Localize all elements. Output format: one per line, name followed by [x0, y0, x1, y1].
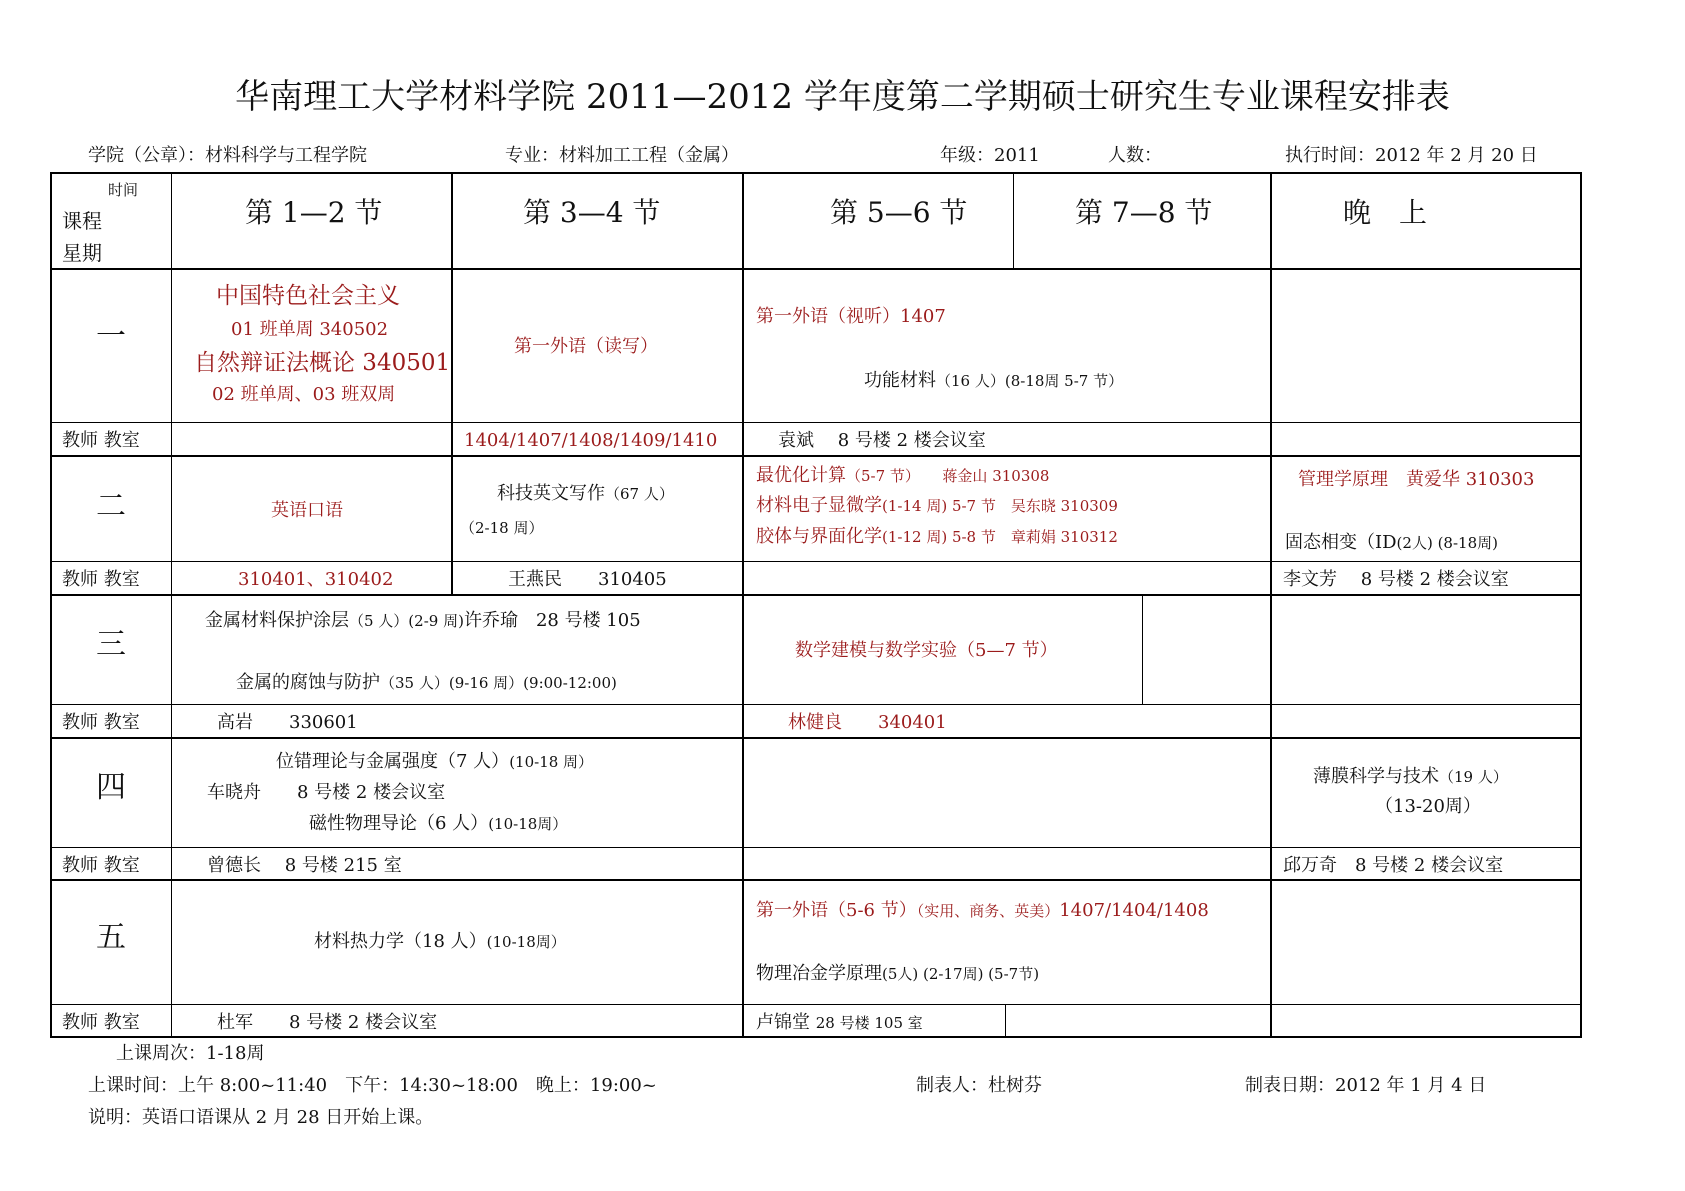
day-monday: 一: [96, 319, 126, 354]
thu-thin-film-weeks: （13-20周）: [1375, 796, 1481, 817]
thu-teacher-qiuwanqi: 邱万奇 8 号楼 2 楼会议室: [1283, 855, 1504, 876]
wed-corrosion: 金属的腐蚀与防护（35 人）(9-16 周）(9:00-12:00): [236, 672, 617, 693]
wed-math-modeling: 数学建模与数学实验（5—7 节）: [795, 640, 1058, 661]
footer-times: 上课时间：上午 8:00~11:40 下午：14:30~18:00 晚上：19:00~: [88, 1075, 657, 1096]
wed-teacher-linjianliang: 林健良 340401: [788, 712, 947, 733]
footer-maker: 制表人：杜树芬: [916, 1075, 1042, 1096]
count-label: 人数：: [1108, 145, 1162, 166]
thu-dislocation: 位错理论与金属强度（7 人）(10-18 周）: [276, 751, 594, 772]
thu-thin-film: 薄膜科学与技术（19 人）: [1313, 766, 1508, 787]
tue-management: 管理学原理 黄爱华 310303: [1298, 469, 1535, 490]
day-friday: 五: [96, 920, 126, 955]
thu-teacher-zengdechang: 曾德长 8 号楼 215 室: [207, 855, 402, 876]
corner-course-label: 课程: [62, 209, 102, 233]
fri-teacher-dujun: 杜军 8 号楼 2 楼会议室: [217, 1012, 438, 1033]
tue-solid-phase: 固态相变（ID(2人) (8-18周): [1285, 532, 1498, 553]
day-tuesday: 二: [96, 489, 126, 524]
thu-teacher-chexiaozhou: 车晓舟 8 号楼 2 楼会议室: [207, 782, 446, 803]
tue-sci-writing-weeks: （2-18 周）: [460, 519, 544, 537]
period-7-8-header: 第 7—8 节: [1075, 196, 1213, 229]
period-1-2-header: 第 1—2 节: [245, 196, 383, 229]
mon-course-dialectics: 自然辩证法概论 340501: [194, 350, 451, 376]
wed-teacher-gaoyan: 高岩 330601: [217, 712, 358, 733]
thu-teacher-label: 教师 教室: [62, 855, 140, 876]
footer-note: 说明：英语口语课从 2 月 28 日开始上课。: [88, 1107, 434, 1128]
tue-teacher-wangyanmin: 王燕民 310405: [508, 569, 667, 590]
footer-weeks: 上课周次：1-18周: [116, 1043, 265, 1064]
tue-rooms: 310401、310402: [238, 569, 394, 590]
corner-time-label: 时间: [108, 181, 139, 199]
exec-time-label: 执行时间：2012 年 2 月 20 日: [1285, 145, 1538, 166]
fri-teacher-lujintang: 卢锦堂 28 号楼 105 室: [756, 1012, 923, 1033]
tue-teacher-label: 教师 教室: [62, 569, 140, 590]
mon-class01-note: 01 班单周 340502: [231, 319, 389, 340]
day-wednesday: 三: [96, 627, 126, 662]
wed-teacher-label: 教师 教室: [62, 712, 140, 733]
tue-colloid-interface: 胶体与界面化学(1-12 周) 5-8 节 章莉娟 310312: [756, 526, 1118, 547]
mon-rooms: 1404/1407/1408/1409/1410: [464, 430, 718, 451]
mon-class02-03-note: 02 班单周、03 班双周: [212, 384, 396, 405]
grade-label: 年级：2011: [940, 145, 1040, 166]
major-label: 专业：材料加工工程（金属）: [505, 145, 739, 166]
tue-optimization: 最优化计算（5-7 节） 蒋金山 310308: [756, 465, 1050, 486]
college-label: 学院（公章）：材料科学与工程学院: [88, 145, 367, 166]
period-3-4-header: 第 3—4 节: [523, 196, 661, 229]
fri-teacher-label: 教师 教室: [62, 1012, 140, 1033]
tue-sci-writing: 科技英文写作（67 人）: [497, 483, 674, 504]
mon-course-socialism: 中国特色社会主义: [216, 283, 400, 309]
thu-magnetic-physics: 磁性物理导论（6 人）(10-18周）: [309, 813, 568, 834]
mon-foreign-language-listening: 第一外语（视听）1407: [756, 306, 946, 327]
mon-functional-materials: 功能材料（16 人）(8-18周 5-7 节）: [864, 370, 1124, 391]
period-5-6-header: 第 5—6 节: [830, 196, 968, 229]
fri-foreign-language: 第一外语（5-6 节）（实用、商务、英美）1407/1404/1408: [756, 900, 1209, 921]
day-thursday: 四: [96, 770, 126, 805]
mon-teacher-yuanbin: 袁斌 8 号楼 2 楼会议室: [778, 430, 986, 451]
wed-protective-coating: 金属材料保护涂层（5 人）(2-9 周)许乔瑜 28 号楼 105: [205, 610, 641, 631]
mon-foreign-language-rw: 第一外语（读写）: [514, 336, 658, 357]
tue-teacher-liwenfang: 李文芳 8 号楼 2 楼会议室: [1283, 569, 1509, 590]
corner-week-label: 星期: [62, 241, 102, 265]
fri-thermodynamics: 材料热力学（18 人）(10-18周）: [314, 931, 566, 952]
footer-date: 制表日期：2012 年 1 月 4 日: [1245, 1075, 1487, 1096]
tue-electron-microscopy: 材料电子显微学(1-14 周) 5-7 节 吴东晓 310309: [756, 495, 1118, 516]
mon-teacher-label: 教师 教室: [62, 430, 140, 451]
page-title: 华南理工大学材料学院 2011—2012 学年度第二学期硕士研究生专业课程安排表: [235, 77, 1450, 117]
fri-physical-metallurgy: 物理冶金学原理(5人) (2-17周) (5-7节): [756, 963, 1040, 984]
tue-oral-english: 英语口语: [271, 500, 343, 521]
evening-header: 晚 上: [1343, 196, 1428, 229]
